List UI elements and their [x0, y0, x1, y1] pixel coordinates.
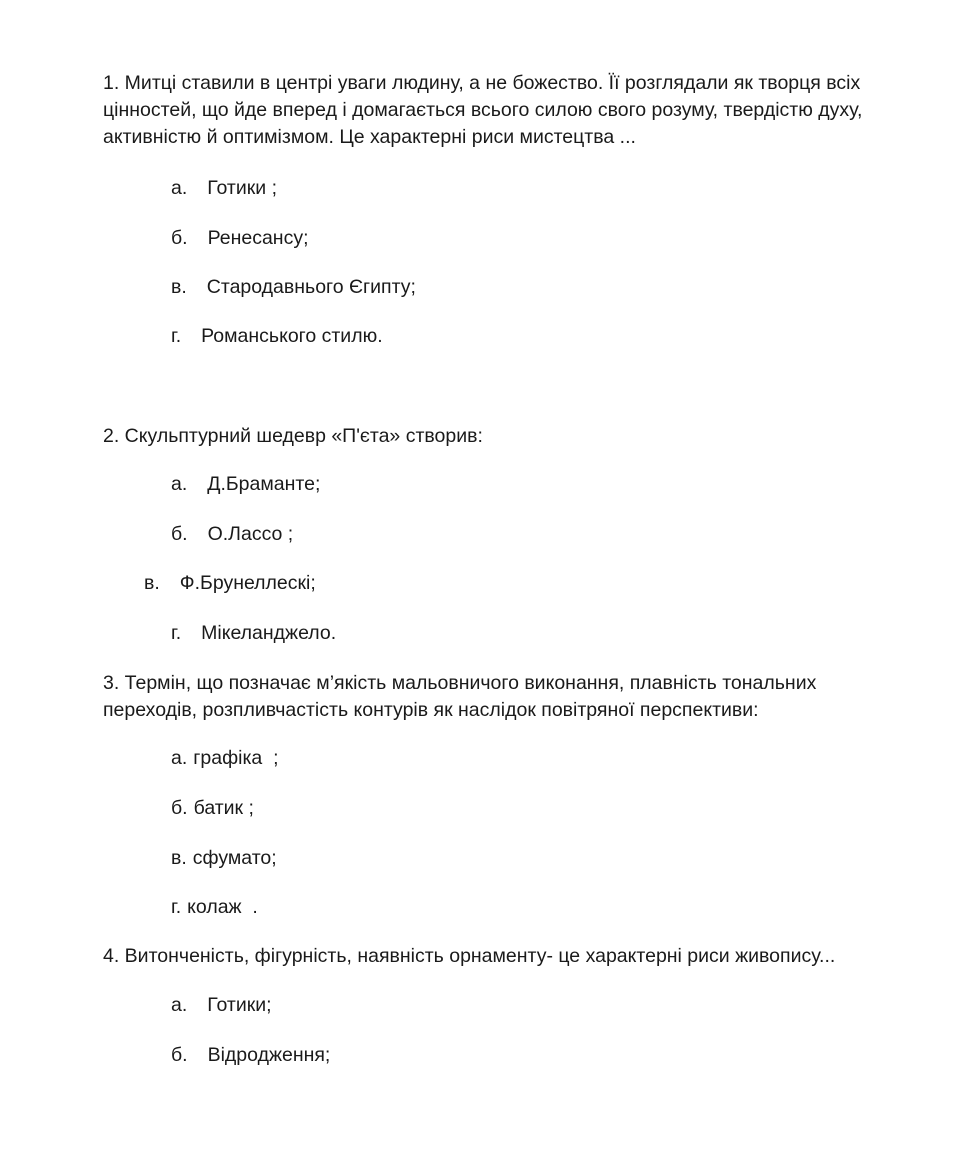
question-2-option-c [144, 570, 316, 597]
option-text: батик ; [193, 797, 254, 819]
question-1-line-3: активністю й оптимізмом. Це характерні риси мистецтва ... [103, 126, 636, 148]
option-text: Стародавнього Єгипту; [206, 276, 416, 298]
option-text: графіка ; [193, 747, 279, 769]
question-2-option-b [171, 521, 293, 548]
question-4-option-a [171, 992, 272, 1019]
option-text: Готики ; [207, 177, 278, 199]
option-marker: в. [171, 847, 187, 869]
option-marker: а. [171, 747, 188, 769]
option-text: О.Лассо ; [207, 523, 294, 545]
question-3-line-1: 3. Термін, що позначає м’якість мальовничого виконання, плавність тональних [103, 672, 817, 694]
option-marker: б. [171, 797, 188, 819]
option-text: Відродження; [207, 1044, 331, 1066]
option-marker: в. [171, 276, 187, 298]
question-1-option-b [171, 225, 308, 252]
option-marker: в. [144, 572, 160, 594]
question-4 [103, 943, 913, 970]
question-3-option-a [171, 745, 279, 772]
question-1-line-2: цінностей, що йде вперед і домагається всього силою свого розуму, твердістю духу, [103, 99, 863, 121]
option-text: сфумато; [192, 847, 277, 869]
option-text: Ренесансу; [207, 227, 309, 249]
option-marker: а. [171, 994, 188, 1016]
question-1-option-d [171, 323, 383, 350]
option-text: Д.Браманте; [207, 473, 321, 495]
question-3-line-2: переходів, розпливчастість контурів як наслідок повітряної перспективи: [103, 699, 759, 721]
question-2-line-1: 2. Скульптурний шедевр «П'єта» створив: [103, 425, 483, 447]
question-1 [103, 70, 913, 151]
question-4-line-1: 4. Витонченість, фігурність, наявність орнаменту- це характерні риси живопису... [103, 945, 836, 967]
option-marker: б. [171, 227, 188, 249]
question-1-line-1: 1. Митці ставили в центрі уваги людину, а не божество. Її розглядали як творця всіх [103, 72, 861, 94]
option-marker: г. [171, 325, 182, 347]
option-text: колаж . [187, 896, 258, 918]
option-text: Готики; [207, 994, 272, 1016]
question-3-option-b [171, 795, 254, 822]
option-text: Ф.Брунеллескі; [179, 572, 316, 594]
question-2-option-d [171, 620, 336, 647]
option-marker: а. [171, 177, 188, 199]
option-text: Мікеланджело. [201, 622, 337, 644]
option-marker: г. [171, 622, 182, 644]
option-marker: б. [171, 523, 188, 545]
question-1-option-c [171, 274, 416, 301]
question-3-option-d [171, 894, 258, 921]
question-4-option-b [171, 1042, 330, 1069]
option-text: Романського стилю. [201, 325, 383, 347]
question-2 [103, 423, 913, 450]
option-marker: а. [171, 473, 188, 495]
question-3 [103, 670, 913, 724]
option-marker: б. [171, 1044, 188, 1066]
question-2-option-a [171, 471, 320, 498]
question-1-option-a [171, 175, 277, 202]
question-3-option-c [171, 845, 277, 872]
option-marker: г. [171, 896, 182, 918]
